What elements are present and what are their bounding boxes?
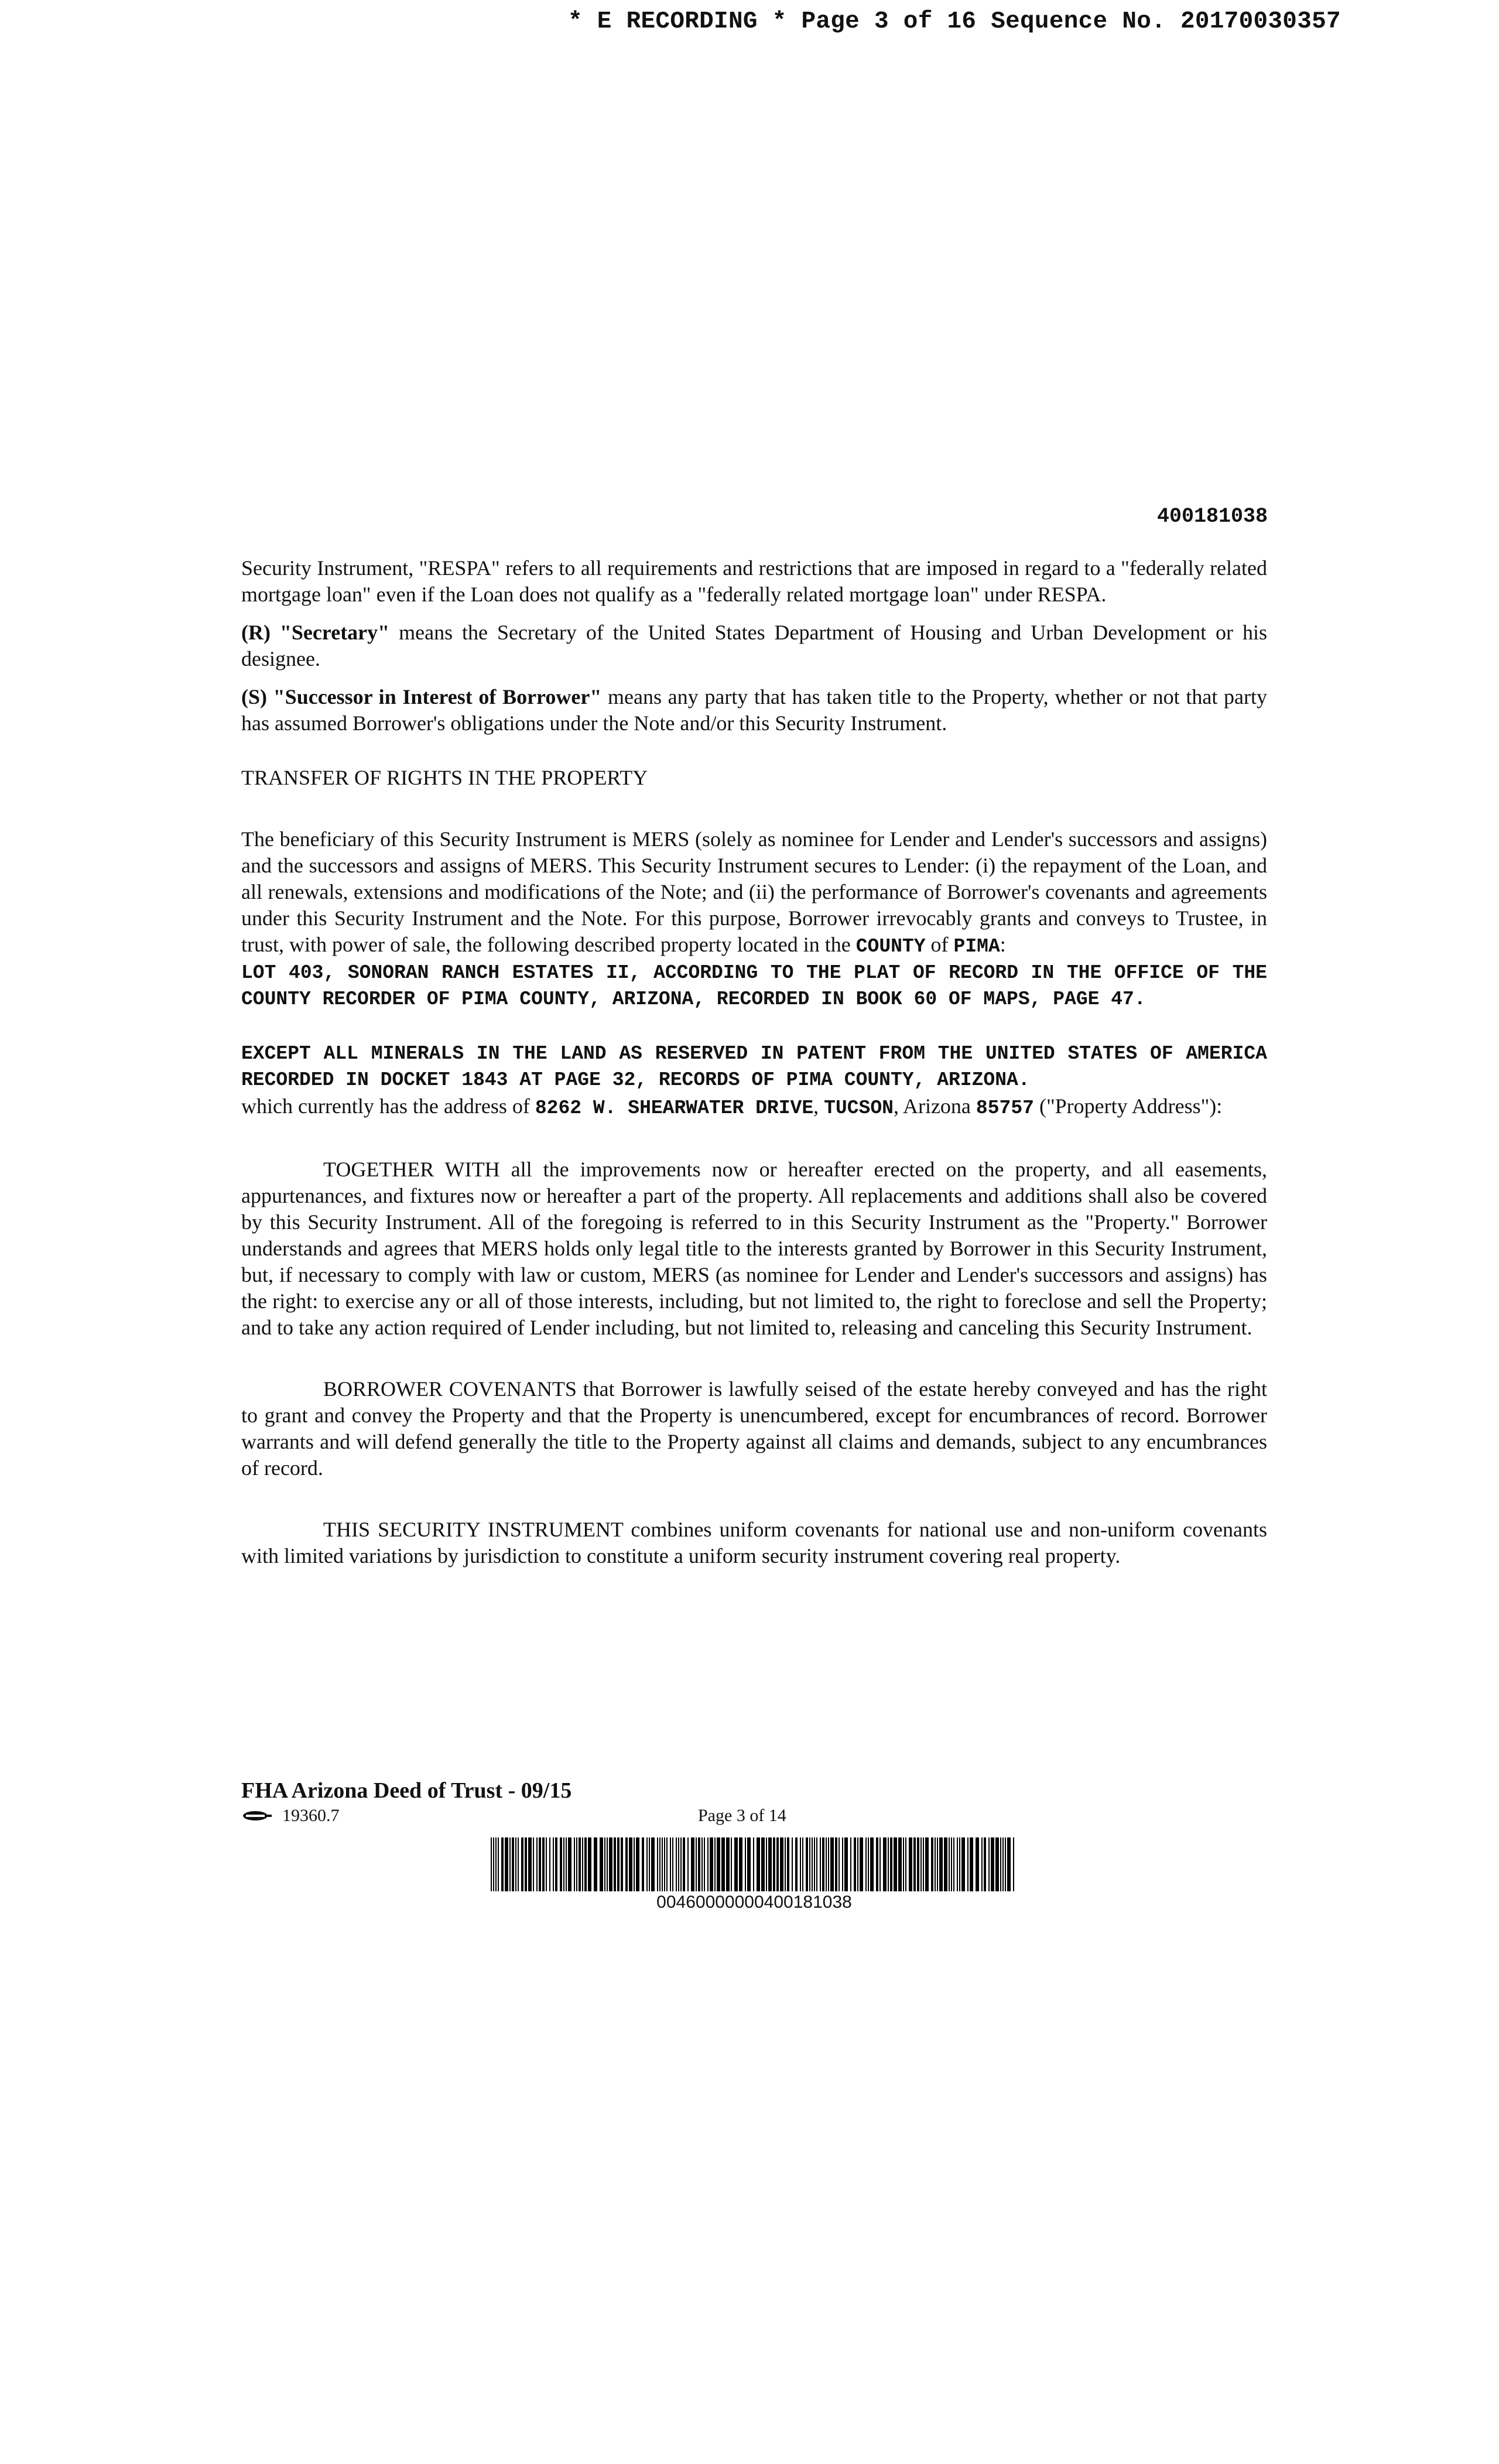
secretary-definition: means the Secretary of the United States Department of Housing and Urban Development or his designee. — [241, 621, 1267, 670]
secretary-paragraph — [241, 620, 1267, 672]
together-with-paragraph: TOGETHER WITH all the improvements now or hereafter erected on the property, and all easements, appurtenances, and fixtures now or hereafter a part of the property. All replacements and additions shall also be covered by this Security Instrument. All of the foregoing is referred to in this Security Instrument as the "Property." Borrower understands and agrees that MERS holds only legal title to the interests granted by Borrower in this Security Instrument, but, if necessary to comply with law or custom, MERS (as nominee for Lender and Lender's successors and assigns) has the right: to exercise any or all of those interests, including, but not limited to, the right to foreclose and sell the Property; and to take any action required of Lender including, but not limited to, releasing and canceling this Security Instrument. — [241, 1158, 1267, 1339]
barcode-icon — [491, 1837, 1018, 1891]
form-footer — [241, 1778, 1267, 1829]
address-suffix: ("Property Address"): — [1033, 1094, 1223, 1118]
legal-description: LOT 403, SONORAN RANCH ESTATES II, ACCORDING TO THE PLAT OF RECORD IN THE OFFICE OF THE COUNTY RECORDER OF PIMA COUNTY, ARIZONA, RECORDED IN BOOK 60 OF MAPS, PAGE 47. — [241, 962, 1267, 1010]
barcode-block — [491, 1837, 1018, 1912]
transfer-text: The beneficiary of this Security Instrument is MERS (solely as nominee for Lender and Lender's successors and assigns) and the successors and assigns of MERS. This Security Instrument secures to Lender: (i) the repayment of the Loan, and all renewals, extensions and modifications of the Note; and (ii) the performance of Borrower's covenants and agreements under this Security Instrument and the Note. For this purpose, Borrower irrevocably grants and conveys to Trustee, in trust, with power of sale, the following described property located in the — [241, 827, 1267, 956]
colon: : — [1000, 933, 1006, 956]
barcode-number: 00460000000400181038 — [656, 1893, 852, 1912]
city: TUCSON — [824, 1097, 894, 1119]
address-comma: , — [813, 1094, 824, 1118]
transfer-heading: TRANSFER OF RIGHTS IN THE PROPERTY — [241, 766, 648, 789]
address-prefix: which currently has the address of — [241, 1094, 535, 1118]
property-address-paragraph — [241, 1093, 1267, 1121]
county-name: PIMA — [953, 936, 1000, 957]
uniform-instrument-paragraph: THIS SECURITY INSTRUMENT combines uniform covenants for national use and non-uniform covenants with limited variations by jurisdiction to constitute a uniform security instrument covering real property. — [241, 1518, 1267, 1568]
street-address: 8262 W. SHEARWATER DRIVE — [535, 1097, 814, 1119]
form-number: 19360.7 — [282, 1806, 340, 1825]
recording-stamp: * E RECORDING * Page 3 of 16 Sequence No. 20170030357 — [568, 8, 1341, 35]
form-title: FHA Arizona Deed of Trust - 09/15 — [241, 1778, 572, 1803]
loan-number: 400181038 — [1156, 505, 1268, 528]
mineral-exception: EXCEPT ALL MINERALS IN THE LAND AS RESERVED IN PATENT FROM THE UNITED STATES OF AMERICA RECORDED IN DOCKET 1843 AT PAGE 32, RECORDS OF PIMA COUNTY, ARIZONA. — [241, 1043, 1267, 1091]
secretary-term: (R) "Secretary" — [241, 621, 390, 644]
of-word: of — [925, 933, 954, 956]
successor-definition: means any party that has taken title to the Property, whether or not that party has assumed Borrower's obligations under the Note and/or this Security Instrument. — [241, 685, 1267, 735]
borrower-covenants-paragraph: BORROWER COVENANTS that Borrower is lawfully seised of the estate hereby conveyed and has the right to grant and convey the Property and that the Property is unencumbered, except for encumbrances of record. Borrower warrants and will defend generally the title to the Property against all claims and demands, subject to any encumbrances of record. — [241, 1377, 1267, 1480]
successor-term: (S) "Successor in Interest of Borrower" — [241, 685, 602, 709]
state: , Arizona — [893, 1094, 976, 1118]
zip-code: 85757 — [976, 1097, 1034, 1119]
successor-paragraph — [241, 684, 1267, 737]
document-body — [241, 555, 1267, 1569]
respa-paragraph: Security Instrument, "RESPA" refers to all requirements and restrictions that are imposed in regard to a "federally related mortgage loan" even if the Loan does not qualify as a "federally related mortgage loan" under RESPA. — [241, 556, 1267, 606]
page-count: Page 3 of 14 — [698, 1806, 786, 1825]
transfer-paragraph — [241, 826, 1267, 960]
county-word: COUNTY — [855, 936, 926, 957]
form-logo-icon — [241, 1810, 272, 1822]
